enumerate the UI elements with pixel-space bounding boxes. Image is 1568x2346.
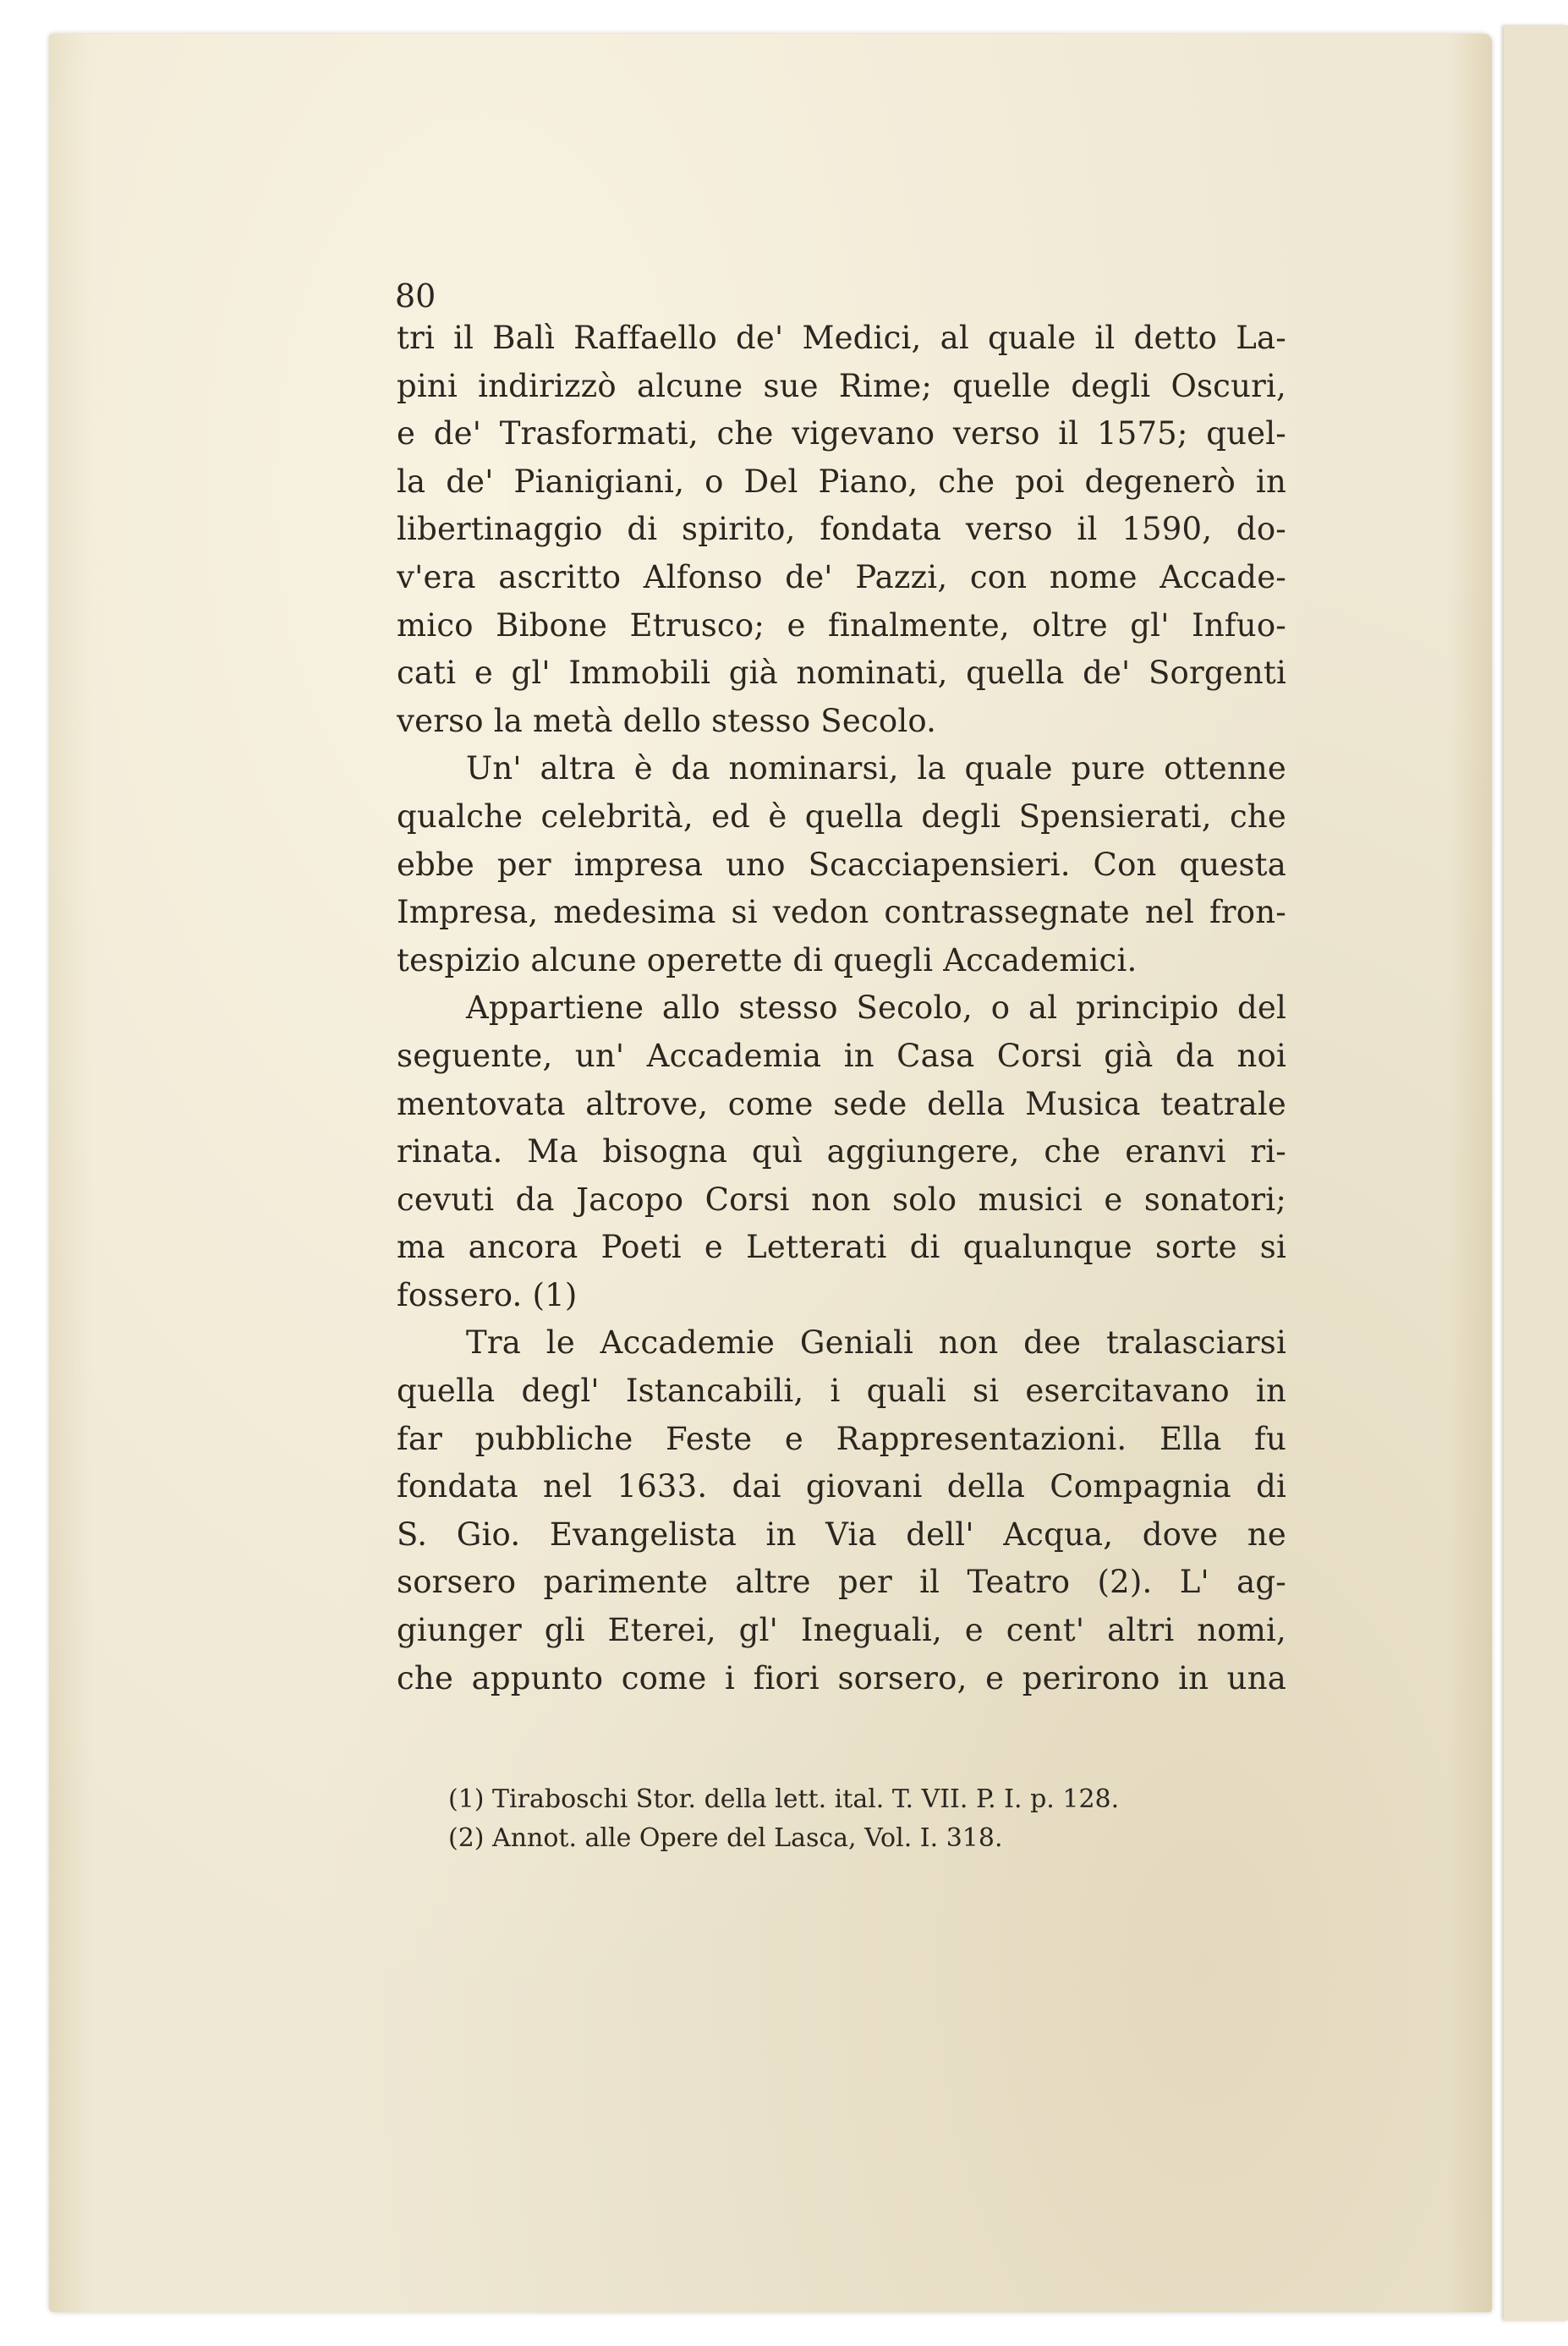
footnote: (2) Annot. alle Opere del Lasca, Vol. I. 318. xyxy=(448,1823,1003,1853)
text-line: pini indirizzò alcune sue Rime; quelle degli Oscuri, xyxy=(397,367,1286,404)
text-line: fossero. (1) xyxy=(397,1276,578,1313)
text-line: qualche celebrità, ed è quella degli Spensierati, che xyxy=(397,798,1286,835)
text-line: ebbe per impresa uno Scacciapensieri. Con questa xyxy=(397,846,1286,883)
text-line: tespizio alcune operette di quegli Accademici. xyxy=(397,941,1138,978)
adjacent-page-edge xyxy=(1504,25,1568,2321)
footnote: (1) Tiraboschi Stor. della lett. ital. T. VII. P. I. p. 128. xyxy=(448,1784,1120,1814)
text-line: la de' Pianigiani, o Del Piano, che poi degenerò in xyxy=(397,463,1286,500)
text-line: S. Gio. Evangelista in Via dell' Acqua, dove ne xyxy=(397,1516,1286,1553)
text-line: v'era ascritto Alfonso de' Pazzi, con nome Accade- xyxy=(397,558,1286,595)
paragraph xyxy=(397,315,1286,745)
page-number: 80 xyxy=(395,277,436,315)
footnotes xyxy=(448,1780,1294,1858)
paragraph xyxy=(397,984,1286,1319)
text-line: Impresa, medesima si vedon contrassegnate nel fron- xyxy=(397,894,1286,931)
text-line: rinata. Ma bisogna quì aggiungere, che eranvi ri- xyxy=(397,1133,1286,1170)
text-line: che appunto come i fiori sorsero, e perirono in una xyxy=(397,1659,1286,1696)
text-line: mentovata altrove, come sede della Musica teatrale xyxy=(397,1085,1286,1122)
text-line: Un' altra è da nominarsi, la quale pure ottenne xyxy=(466,750,1286,787)
text-line: Tra le Accademie Geniali non dee tralasciarsi xyxy=(466,1324,1286,1362)
text-line: e de' Trasformati, che vigevano verso il 1575; quel- xyxy=(397,415,1286,452)
paragraph xyxy=(397,745,1286,984)
text-line: fondata nel 1633. dai giovani della Compagnia di xyxy=(397,1468,1286,1505)
text-line: seguente, un' Accademia in Casa Corsi già da noi xyxy=(397,1037,1286,1074)
text-line: giunger gli Eterei, gl' Ineguali, e cent' altri nomi, xyxy=(397,1612,1286,1649)
text-line: quella degl' Istancabili, i quali si esercitavano in xyxy=(397,1373,1286,1410)
paragraph xyxy=(397,1319,1286,1702)
body-text xyxy=(397,315,1286,1702)
text-line: mico Bibone Etrusco; e finalmente, oltre gl' Infuo- xyxy=(397,606,1286,644)
text-line: Appartiene allo stesso Secolo, o al principio del xyxy=(466,989,1286,1027)
text-line: verso la metà dello stesso Secolo. xyxy=(397,702,937,739)
text-line: ma ancora Poeti e Letterati di qualunque sorte si xyxy=(397,1229,1286,1266)
text-line: far pubbliche Feste e Rappresentazioni. Ella fu xyxy=(397,1420,1286,1457)
text-line: cevuti da Jacopo Corsi non solo musici e sonatori; xyxy=(397,1181,1286,1218)
text-line: tri il Balì Raffaello de' Medici, al quale il detto La- xyxy=(397,320,1286,356)
text-line: libertinaggio di spirito, fondata verso il 1590, do- xyxy=(397,511,1286,548)
text-line: sorsero parimente altre per il Teatro (2). L' ag- xyxy=(397,1564,1286,1601)
text-line: cati e gl' Immobili già nominati, quella de' Sorgenti xyxy=(397,655,1286,692)
